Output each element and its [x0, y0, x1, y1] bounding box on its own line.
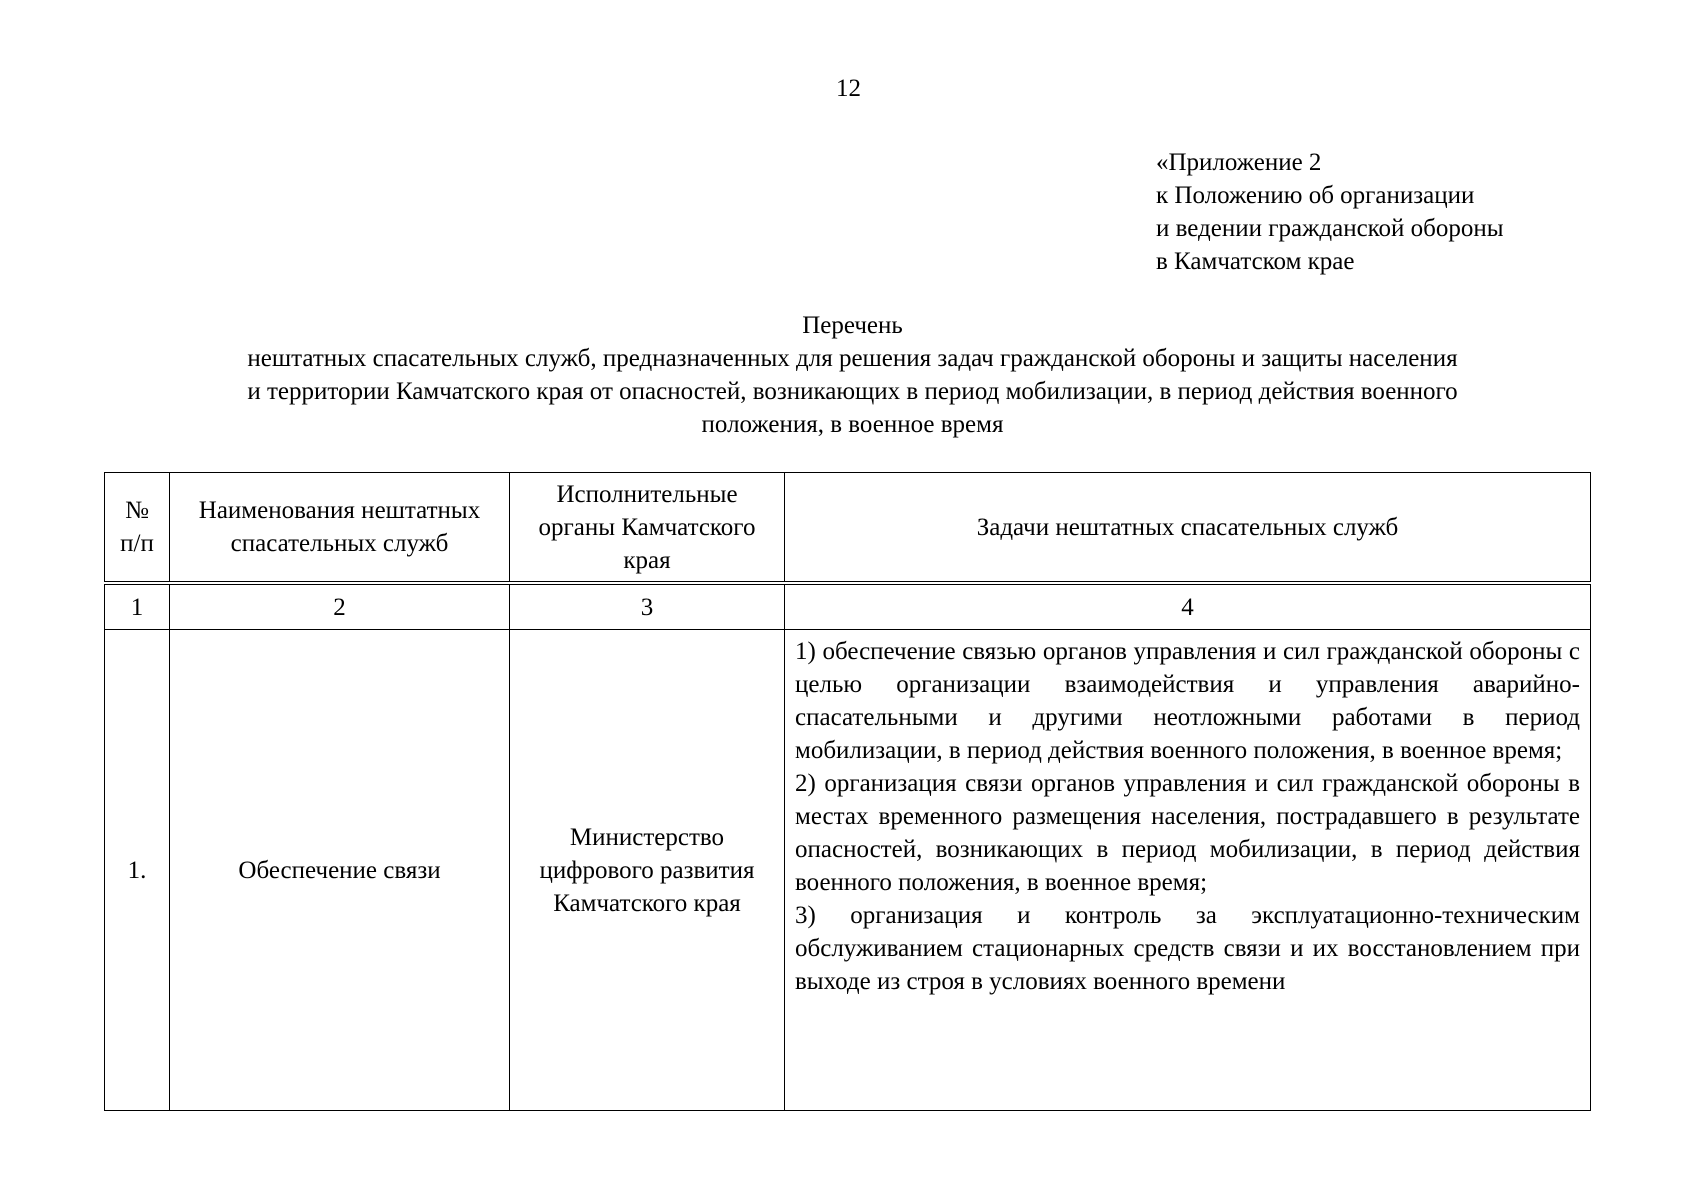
column-number: 2	[170, 583, 510, 630]
column-number-row	[105, 583, 1591, 630]
appendix-line: в Камчатском крае	[1156, 248, 1355, 275]
row-service-name: Обеспечение связи	[170, 630, 510, 1111]
appendix-line: и ведении гражданской обороны	[1156, 215, 1504, 242]
table-header-row	[105, 473, 1591, 584]
appendix-line: к Положению об организации	[1156, 182, 1475, 209]
appendix-line: «Приложение 2	[1156, 149, 1322, 176]
header-authority: Исполнительные органы Камчатского края	[510, 473, 785, 584]
header-tasks: Задачи нештатных спасательных служб	[785, 473, 1591, 584]
title-line: Перечень	[802, 312, 903, 339]
column-number: 1	[105, 583, 170, 630]
column-number: 4	[785, 583, 1591, 630]
title-line: положения, в военное время	[701, 411, 1004, 438]
document-title	[150, 309, 1555, 441]
header-number: № п/п	[105, 473, 170, 584]
task-item: 3) организация и контроль за эксплуатационно-техническим обслуживанием стационарных средств связи и их восстановлением при выходе из строя в условиях военного времени	[795, 902, 1580, 995]
row-number: 1.	[105, 630, 170, 1111]
services-table	[104, 472, 1591, 1111]
title-line: и территории Камчатского края от опасностей, возникающих в период мобилизации, в период действия военного	[247, 378, 1458, 405]
page-number: 12	[836, 75, 861, 102]
task-item: 2) организация связи органов управления и сил гражданской обороны в местах временного размещения населения, пострадавшего в результате опасностей, возникающих в период мобилизации, в период действия военного положения, в военное время;	[795, 770, 1580, 896]
appendix-header	[1156, 146, 1504, 278]
header-service-name: Наименования нештатных спасательных служб	[170, 473, 510, 584]
row-tasks	[785, 630, 1591, 1111]
task-item: 1) обеспечение связью органов управления и сил гражданской обороны с целью организации взаимодействия и управления аварийно-спасательными и другими неотложными работами в период мобилизации, в период действия военного положения, в военное время;	[795, 638, 1580, 764]
title-line: нештатных спасательных служб, предназначенных для решения задач гражданской обороны и защиты населения	[247, 345, 1458, 372]
row-authority: Министерство цифрового развития Камчатского края	[510, 630, 785, 1111]
table-row	[105, 630, 1591, 1111]
column-number: 3	[510, 583, 785, 630]
